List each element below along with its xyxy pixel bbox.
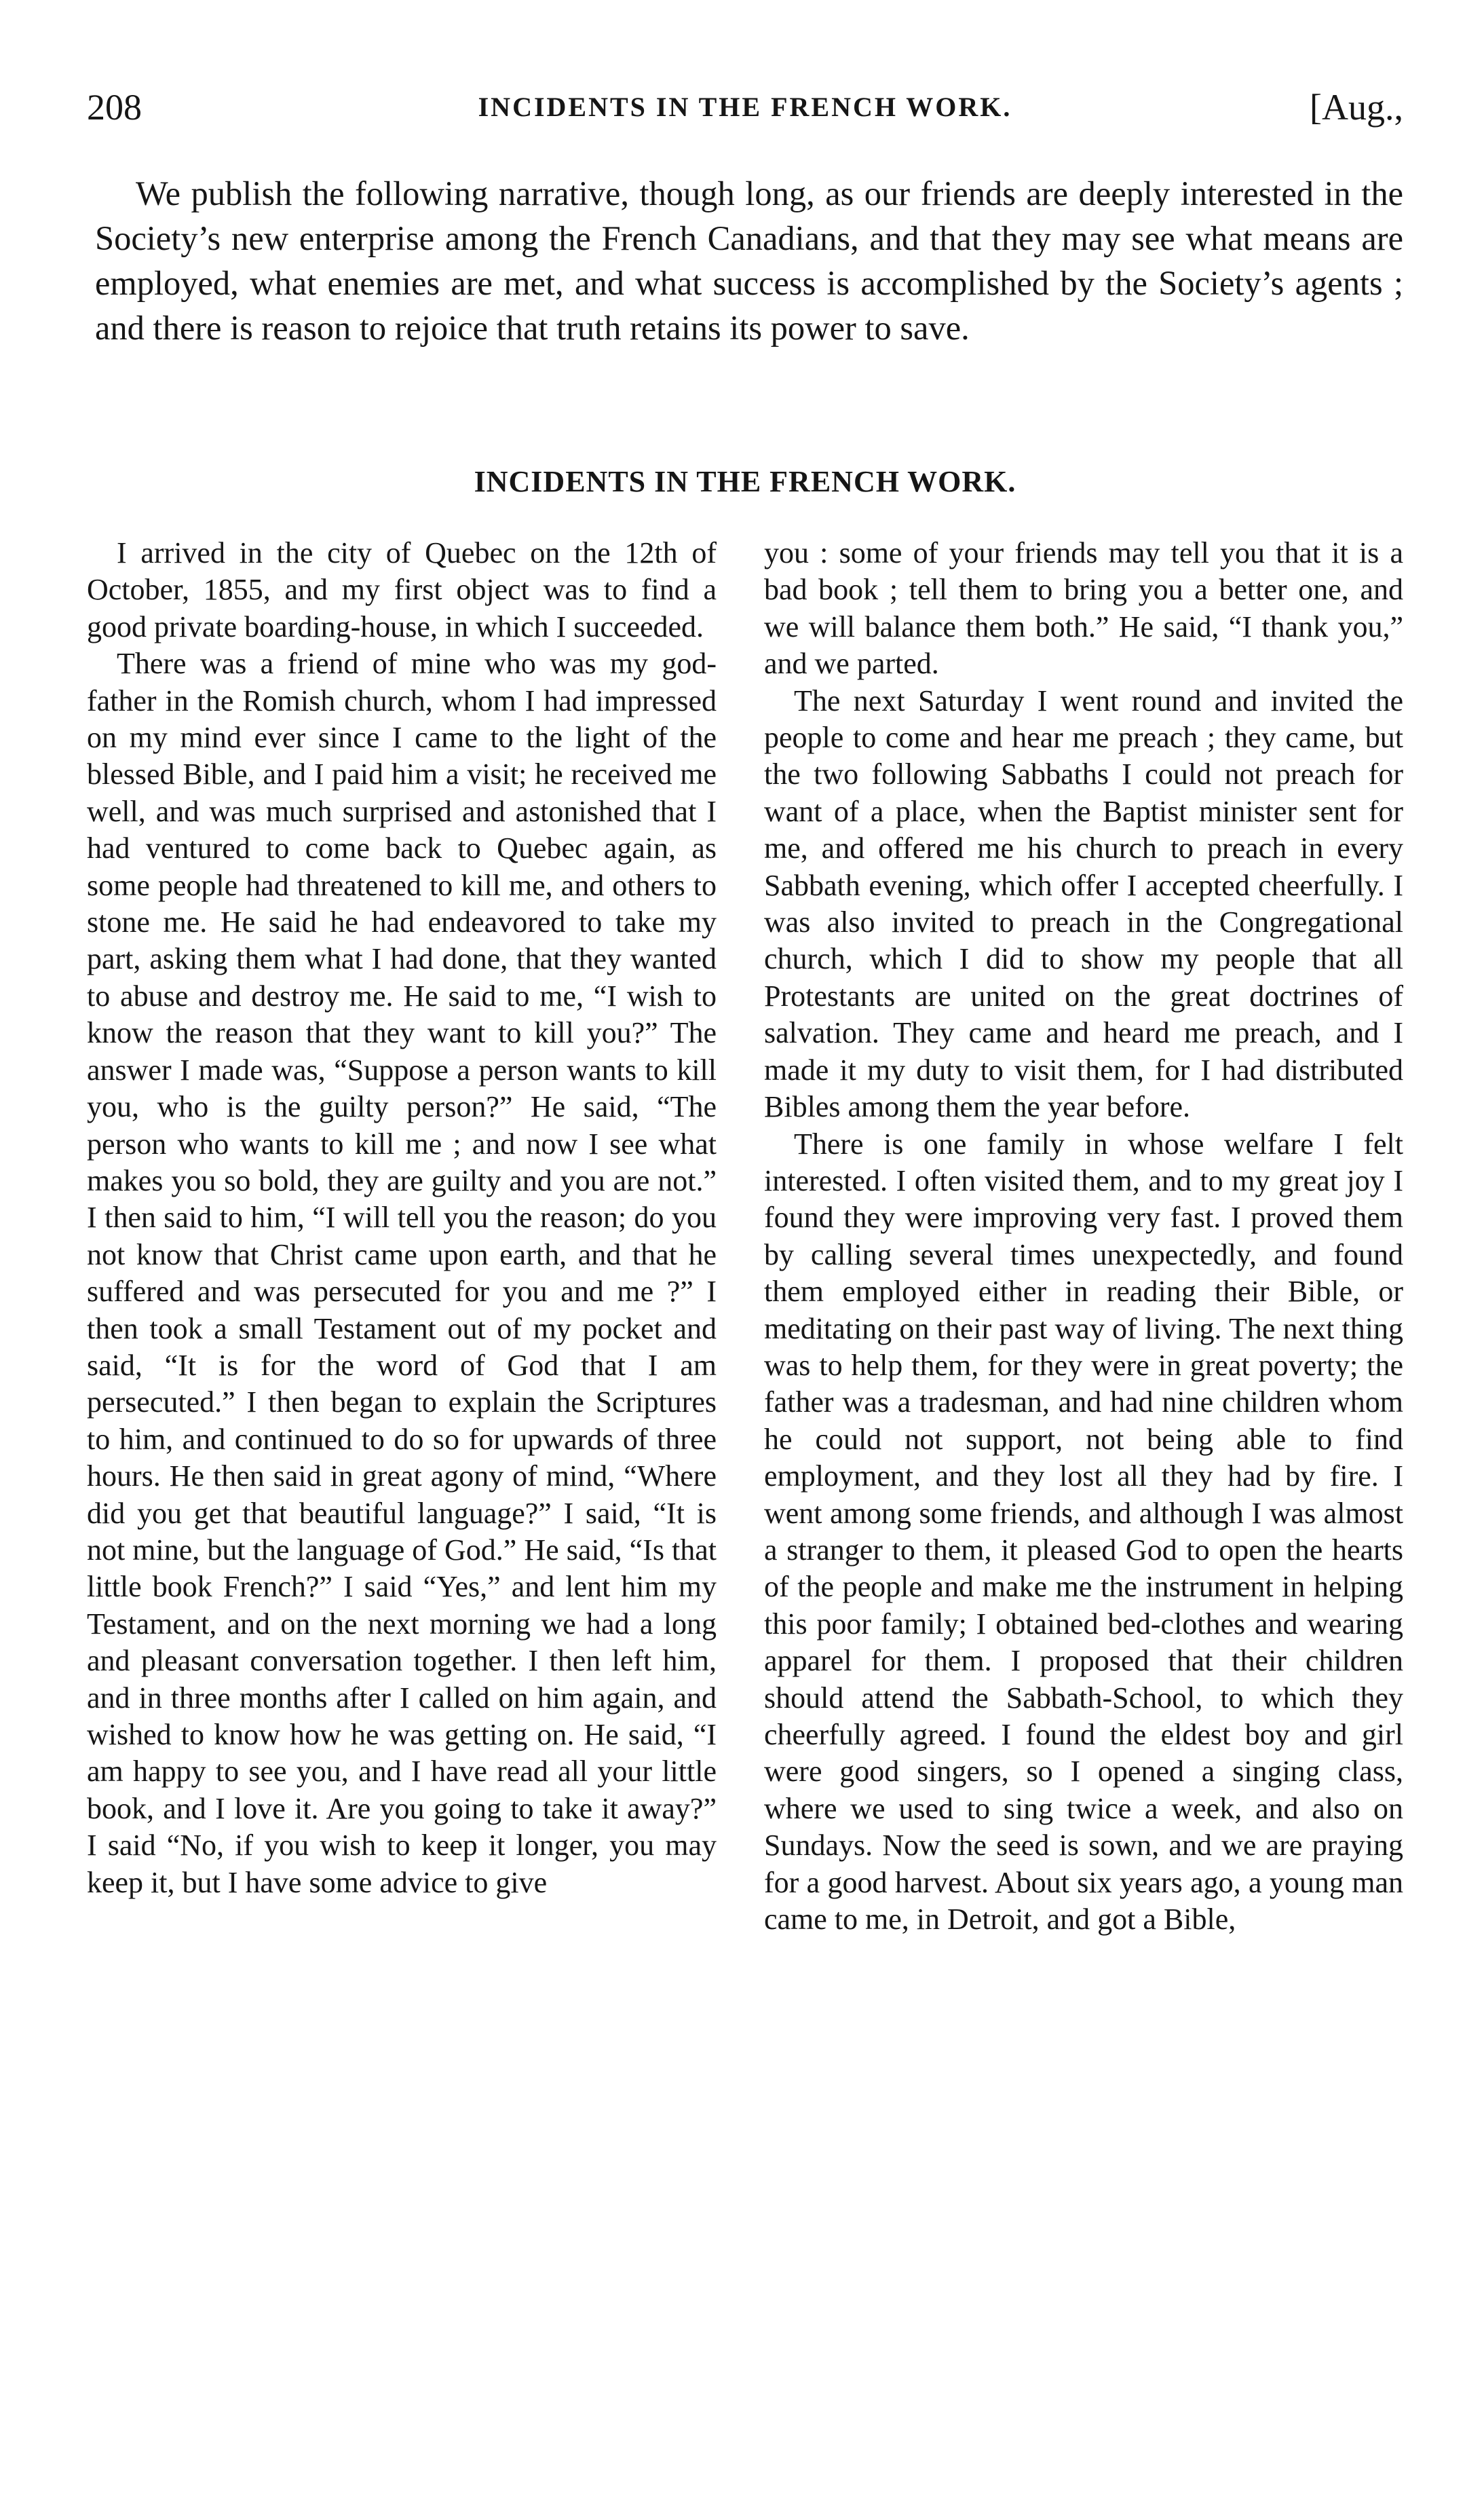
page-number: 208: [87, 87, 142, 128]
paragraph: There is one family in whose welfare I felt interested. I often visited them, and to my great joy I found they were improving very fast. I proved them by calling several times unexpectedly, and found them employed either in reading their Bible, or meditating on their past way of living. The next thing was to help them, for they were in great poverty; the father was a tradesman, and had nine children whom he could not support, not being able to find employment, and they lost all they had by fire. I went among some friends, and although I was almost a stranger to them, it pleased God to open the hearts of the people and make me the instrument in helping this poor family; I obtained bed-clothes and wearing apparel for them. I proposed that their children should attend the Sabbath-School, to which they cheerfully agreed. I found the eldest boy and girl were good singers, so I opened a singing class, where we used to sing twice a week, and also on Sundays. Now the seed is sown, and we are praying for a good harvest. About six years ago, a young man came to me, in Detroit, and got a Bible,: [764, 1127, 1403, 1936]
paragraph-continuation: you : some of your friends may tell you that it is a bad book ; tell them to bring you a better one, and we will balance them both.” He said, “I thank you,” and we parted.: [764, 536, 1403, 681]
left-column: [87, 535, 717, 2476]
running-head: [87, 80, 1403, 134]
running-date: [Aug.,: [1310, 87, 1403, 128]
article-title: INCIDENTS IN THE FRENCH WORK.: [474, 465, 1016, 498]
right-column: [764, 535, 1403, 2476]
running-title: INCIDENTS IN THE FRENCH WORK.: [478, 92, 1012, 122]
paragraph: There was a friend of mine who was my god-father in the Romish church, whom I had impressed on my mind ever since I came to the light of the blessed Bible, and I paid him a visit; he received me well, and was much surprised and astonished that I had ventured to come back to Quebec again, as some people had threatened to kill me, and others to stone me. He said he had endeavored to take my part, asking them what I had done, that they wanted to abuse and destroy me. He said to me, “I wish to know the reason that they want to kill you?” The answer I made was, “Suppose a person wants to kill you, who is the guilty person?” He said, “The person who wants to kill me ; and now I see what makes you so bold, they are guilty and you are not.” I then said to him, “I will tell you the reason; do you not know that Christ came upon earth, and that he suffered and was persecuted for you and me ?” I then took a small Testament out of my pocket and said, “It is for the word of God that I am persecuted.” I then began to explain the Scriptures to him, and continued to do so for upwards of three hours. He then said in great agony of mind, “Where did you get that beautiful language?” I said, “It is not mine, but the language of God.” He said, “Is that little book French?” I said “Yes,” and lent him my Testament, and on the next morning we had a long and pleasant conversation together. I then left him, and in three months after I called on him again, and wished to know how he was getting on. He said, “I am happy to see you, and I have read all your little book, and I love it. Are you going to take it away?” I said “No, if you wish to keep it longer, you may keep it, but I have some advice to give: [87, 647, 717, 1899]
paragraph: The next Saturday I went round and invited the people to come and hear me preach ; they came, but the two following Sabbaths I could not preach for want of a place, when the Baptist minister sent for me, and offered me his church to preach in every Sabbath evening, which offer I accepted cheerfully. I was also invited to preach in the Congregational church, which I did to show my people that all Protestants are united on the great doctrines of salvation. They came and heard me preach, and I made it my duty to visit them, for I had distributed Bibles among them the year before.: [764, 684, 1403, 1124]
editorial-intro: We publish the following narrative, though long, as our friends are deeply interested in the Society’s new enterprise among the French Canadians, and that they may see what means are employed, what enemies are met, and what success is accomplished by the Society’s agents ; and there is reason to rejoice that truth retains its power to save.: [95, 174, 1403, 347]
paragraph: I arrived in the city of Quebec on the 12th of October, 1855, and my first object was to find a good private boarding-house, in which I succeeded.: [87, 536, 717, 643]
